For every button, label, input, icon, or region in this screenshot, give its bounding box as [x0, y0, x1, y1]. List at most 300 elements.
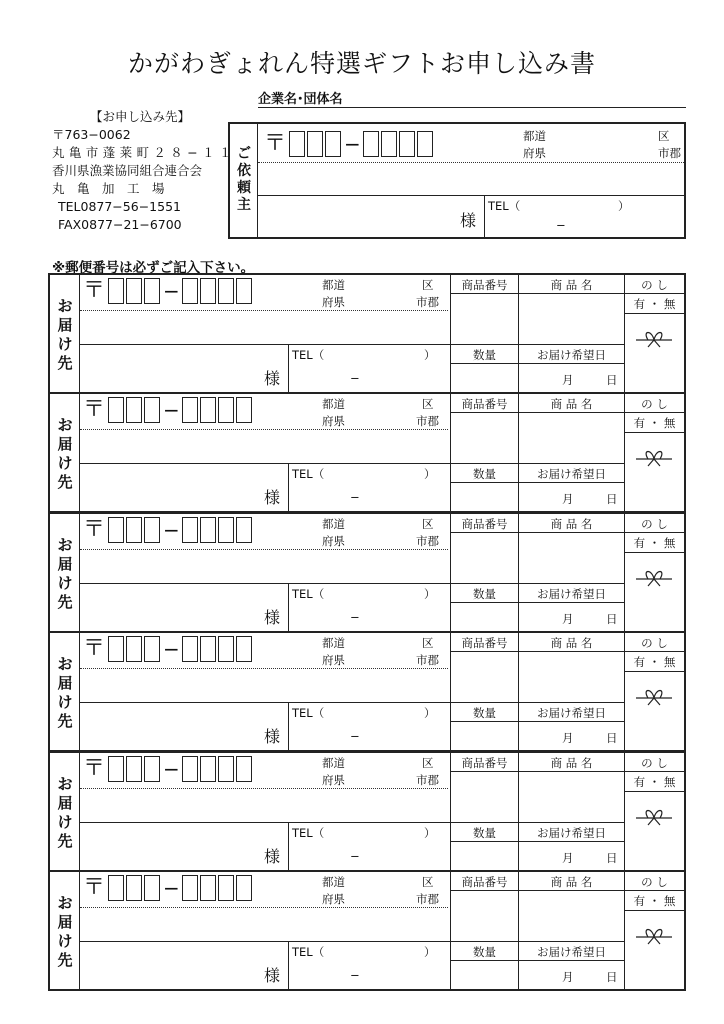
zip-digit-box[interactable] — [236, 875, 252, 901]
zip-digit-box[interactable] — [144, 756, 160, 782]
address-dotted-line — [80, 549, 448, 550]
company-name-underline — [258, 107, 686, 108]
delivery-address-field[interactable] — [82, 432, 446, 460]
noshi-label: の し — [641, 517, 668, 531]
product-header-line — [450, 293, 684, 294]
noshi-options[interactable]: 有 ・ 無 — [633, 775, 676, 789]
delivery-tel-close: ） — [424, 587, 436, 601]
delivery-tel-dash: − — [350, 729, 360, 743]
zip-digit-box[interactable] — [289, 131, 305, 157]
delivery-block — [48, 273, 686, 394]
delivery-row-divider — [80, 702, 450, 703]
zip-digit-box[interactable] — [182, 756, 198, 782]
zip-digit-box[interactable] — [108, 517, 124, 543]
zip-digit-box[interactable] — [218, 517, 234, 543]
desired-date-field[interactable] — [520, 365, 622, 390]
noshi-knot-icon — [636, 447, 672, 467]
quantity-label: 数量 — [473, 348, 496, 362]
prefecture-label-line1: 都道 — [322, 278, 345, 292]
day-label: 日 — [606, 970, 618, 984]
zip-digit-box[interactable] — [236, 756, 252, 782]
delivery-postal-code[interactable] — [83, 756, 254, 782]
delivery-honorific: 様 — [264, 608, 281, 627]
postal-mark-icon: 〒 — [264, 131, 287, 156]
quantity-field[interactable] — [452, 723, 516, 748]
desired-date-field[interactable] — [520, 484, 622, 509]
delivery-tel-divider — [288, 463, 289, 511]
qty-top-line — [450, 583, 624, 584]
zip-dash: − — [344, 132, 361, 156]
destination-tel: TEL0877−56−1551 — [58, 199, 181, 214]
prefecture-label-line2: 府県 — [322, 892, 345, 906]
delivery-block — [48, 751, 686, 872]
requester-name-field[interactable] — [260, 198, 480, 236]
zip-digit-box[interactable] — [236, 397, 252, 423]
address-dotted-line — [80, 788, 448, 789]
requester-postal-code[interactable] — [264, 131, 435, 157]
product-name-field[interactable] — [520, 773, 622, 821]
product-name-label: 商 品 名 — [550, 278, 593, 292]
noshi-knot-icon — [636, 686, 672, 706]
noshi-label: の し — [641, 278, 668, 292]
delivery-tel-close: ） — [424, 467, 436, 481]
delivery-row-divider — [80, 941, 450, 942]
delivery-side-label: お 届 け 先 — [57, 416, 73, 491]
product-name-field[interactable] — [520, 653, 622, 701]
zip-digit-box[interactable] — [108, 397, 124, 423]
delivery-tel-dash: − — [350, 849, 360, 863]
delivery-name-field[interactable] — [82, 825, 282, 867]
product-number-label: 商品番号 — [461, 875, 508, 889]
delivery-postal-code[interactable] — [83, 875, 254, 901]
product-number-label: 商品番号 — [461, 636, 508, 650]
delivery-name-field[interactable] — [82, 466, 282, 508]
zip-digit-box[interactable] — [218, 636, 234, 662]
delivery-tel-divider — [288, 702, 289, 750]
delivery-block — [48, 512, 686, 633]
zip-digit-box[interactable] — [182, 397, 198, 423]
postal-mark-icon: 〒 — [83, 636, 106, 661]
delivery-tel-field[interactable] — [318, 466, 448, 508]
delivery-name-field[interactable] — [82, 944, 282, 986]
desired-date-field[interactable] — [520, 604, 622, 629]
delivery-honorific: 様 — [264, 488, 281, 507]
product-header-line — [450, 651, 684, 652]
requester-tel-divider — [484, 195, 485, 237]
zip-dash: − — [163, 279, 180, 303]
ward-label-line1: 区 — [422, 517, 434, 531]
prefecture-label-line1: 都道 — [322, 756, 345, 770]
delivery-side-divider — [79, 275, 80, 392]
form-title: かがわぎょれん特選ギフトお申し込み書 — [127, 49, 596, 78]
address-dotted-line — [80, 907, 448, 908]
zip-digit-box[interactable] — [182, 875, 198, 901]
delivery-tel-divider — [288, 941, 289, 989]
quantity-label: 数量 — [473, 467, 496, 481]
month-label: 月 — [562, 612, 574, 626]
quantity-field[interactable] — [452, 604, 516, 629]
delivery-name-field[interactable] — [82, 347, 282, 389]
desired-date-field[interactable] — [520, 962, 622, 987]
delivery-address-field[interactable] — [82, 910, 446, 938]
delivery-postal-code[interactable] — [83, 397, 254, 423]
application-destination-header: 【お申し込み先】 — [90, 109, 191, 124]
desired-date-label: お届け希望日 — [537, 467, 606, 481]
quantity-label: 数量 — [473, 587, 496, 601]
product-name-label: 商 品 名 — [550, 756, 593, 770]
prefecture-label-line1: 都道 — [322, 875, 345, 889]
application-destination — [52, 108, 236, 234]
zip-digit-box[interactable] — [218, 875, 234, 901]
product-header-line — [450, 771, 684, 772]
zip-digit-box[interactable] — [200, 875, 216, 901]
quantity-label: 数量 — [473, 945, 496, 959]
ward-label-line1: 区 — [422, 756, 434, 770]
zip-digit-box[interactable] — [126, 875, 142, 901]
ward-label-line2: 市郡 — [416, 534, 439, 548]
delivery-name-field[interactable] — [82, 586, 282, 628]
zip-digit-box[interactable] — [144, 517, 160, 543]
product-name-field[interactable] — [520, 892, 622, 940]
delivery-honorific: 様 — [264, 847, 281, 866]
delivery-tel-divider — [288, 583, 289, 631]
product-name-field[interactable] — [520, 414, 622, 462]
requester-tel-close: ） — [618, 199, 630, 213]
delivery-tel-label: TEL（ — [292, 945, 325, 959]
desired-date-field[interactable] — [520, 723, 622, 748]
delivery-tel-dash: − — [350, 371, 360, 385]
desired-date-field[interactable] — [520, 843, 622, 868]
zip-digit-box[interactable] — [218, 397, 234, 423]
zip-digit-box[interactable] — [108, 756, 124, 782]
delivery-side-label: お 届 け 先 — [57, 655, 73, 730]
month-label: 月 — [562, 373, 574, 387]
delivery-name-field[interactable] — [82, 705, 282, 747]
zip-digit-box[interactable] — [144, 636, 160, 662]
zip-digit-box[interactable] — [144, 397, 160, 423]
zip-dash: − — [163, 876, 180, 900]
qty-top-line — [450, 463, 624, 464]
noshi-knot-icon — [636, 567, 672, 587]
prefecture-label-line2: 府県 — [322, 653, 345, 667]
product-number-field[interactable] — [452, 892, 516, 940]
delivery-side-divider — [79, 753, 80, 870]
delivery-side-divider — [79, 394, 80, 511]
zip-digit-box[interactable] — [126, 756, 142, 782]
noshi-options-line — [624, 791, 684, 792]
delivery-row-divider — [80, 463, 450, 464]
zip-digit-box[interactable] — [200, 636, 216, 662]
postal-mark-icon: 〒 — [83, 397, 106, 422]
prefecture-label-line2: 府県 — [322, 773, 345, 787]
delivery-tel-close: ） — [424, 826, 436, 840]
requester-address-field[interactable] — [260, 166, 682, 192]
destination-address: 丸亀市蓬莱町２８−１１ — [52, 145, 236, 160]
noshi-label: の し — [641, 636, 668, 650]
product-number-field[interactable] — [452, 295, 516, 343]
zip-dash: − — [163, 398, 180, 422]
noshi-knot-icon — [636, 328, 672, 348]
ward-label-line2: 市郡 — [416, 773, 439, 787]
prefecture-label-line1: 都道 — [322, 636, 345, 650]
ward-label-line1: 区 — [658, 129, 670, 143]
zip-digit-box[interactable] — [236, 636, 252, 662]
delivery-honorific: 様 — [264, 727, 281, 746]
zip-digit-box[interactable] — [417, 131, 433, 157]
delivery-address-field[interactable] — [82, 671, 446, 699]
qty-top-line — [450, 344, 624, 345]
product-name-label: 商 品 名 — [550, 636, 593, 650]
destination-postal-code: 〒763−0062 — [52, 127, 131, 142]
delivery-block — [48, 870, 686, 991]
zip-digit-box[interactable] — [325, 131, 341, 157]
requester-row-divider — [258, 195, 684, 196]
postal-mark-icon: 〒 — [83, 517, 106, 542]
product-number-label: 商品番号 — [461, 517, 508, 531]
delivery-tel-dash: − — [350, 490, 360, 504]
zip-dash: − — [163, 637, 180, 661]
desired-date-label: お届け希望日 — [537, 706, 606, 720]
product-name-label: 商 品 名 — [550, 875, 593, 889]
zip-digit-box[interactable] — [200, 756, 216, 782]
desired-date-label: お届け希望日 — [537, 348, 606, 362]
zip-digit-box[interactable] — [381, 131, 397, 157]
delivery-row-divider — [80, 822, 450, 823]
delivery-postal-code[interactable] — [83, 517, 254, 543]
zip-digit-box[interactable] — [363, 131, 379, 157]
zip-digit-box[interactable] — [200, 278, 216, 304]
noshi-options-line — [624, 552, 684, 553]
qty-header-line — [450, 841, 624, 842]
product-name-field[interactable] — [520, 534, 622, 582]
product-name-label: 商 品 名 — [550, 397, 593, 411]
zip-digit-box[interactable] — [144, 278, 160, 304]
delivery-side-label: お 届 け 先 — [57, 775, 73, 850]
delivery-tel-label: TEL（ — [292, 826, 325, 840]
noshi-label: の し — [641, 397, 668, 411]
month-label: 月 — [562, 731, 574, 745]
delivery-tel-close: ） — [424, 945, 436, 959]
delivery-postal-code[interactable] — [83, 278, 254, 304]
month-label: 月 — [562, 970, 574, 984]
delivery-address-field[interactable] — [82, 552, 446, 580]
noshi-label: の し — [641, 756, 668, 770]
ward-label-line2: 市郡 — [416, 653, 439, 667]
delivery-honorific: 様 — [264, 966, 281, 985]
delivery-side-label: お 届 け 先 — [57, 894, 73, 969]
zip-dash: − — [163, 518, 180, 542]
postal-mark-icon: 〒 — [83, 875, 106, 900]
quantity-label: 数量 — [473, 826, 496, 840]
quantity-field[interactable] — [452, 365, 516, 390]
postal-code-notice: ※郵便番号は必ずご記入下さい。 — [52, 260, 255, 276]
delivery-tel-field[interactable] — [318, 944, 448, 986]
requester-box — [228, 122, 686, 239]
requester-honorific: 様 — [460, 211, 477, 230]
delivery-row-divider — [80, 344, 450, 345]
day-label: 日 — [606, 492, 618, 506]
ward-label-line2: 市郡 — [416, 295, 439, 309]
zip-digit-box[interactable] — [182, 278, 198, 304]
product-number-field[interactable] — [452, 534, 516, 582]
delivery-address-field[interactable] — [82, 313, 446, 341]
qty-top-line — [450, 822, 624, 823]
product-number-label: 商品番号 — [461, 756, 508, 770]
requester-tel-field[interactable] — [520, 198, 680, 236]
delivery-block — [48, 631, 686, 752]
product-header-line — [450, 890, 684, 891]
delivery-address-field[interactable] — [82, 791, 446, 819]
product-header-line — [450, 532, 684, 533]
delivery-tel-label: TEL（ — [292, 706, 325, 720]
product-number-field[interactable] — [452, 653, 516, 701]
zip-digit-box[interactable] — [399, 131, 415, 157]
zip-digit-box[interactable] — [182, 636, 198, 662]
delivery-tel-field[interactable] — [318, 705, 448, 747]
product-number-field[interactable] — [452, 414, 516, 462]
delivery-tel-label: TEL（ — [292, 348, 325, 362]
ward-label-line1: 区 — [422, 636, 434, 650]
requester-side-label: ご 依 頼 主 — [237, 146, 251, 213]
delivery-tel-dash: − — [350, 968, 360, 982]
address-dotted-line — [80, 310, 448, 311]
noshi-knot-icon — [636, 925, 672, 945]
product-name-field[interactable] — [520, 295, 622, 343]
delivery-row-divider — [80, 583, 450, 584]
zip-digit-box[interactable] — [200, 397, 216, 423]
ward-label-line2: 市郡 — [416, 414, 439, 428]
zip-digit-box[interactable] — [200, 517, 216, 543]
zip-digit-box[interactable] — [108, 636, 124, 662]
qty-top-line — [450, 941, 624, 942]
product-number-field[interactable] — [452, 773, 516, 821]
product-header-line — [450, 412, 684, 413]
noshi-options[interactable]: 有 ・ 無 — [633, 536, 676, 550]
noshi-options-line — [624, 910, 684, 911]
delivery-tel-field[interactable] — [318, 825, 448, 867]
qty-header-line — [450, 960, 624, 961]
qty-header-line — [450, 721, 624, 722]
month-label: 月 — [562, 492, 574, 506]
zip-digit-box[interactable] — [126, 517, 142, 543]
day-label: 日 — [606, 612, 618, 626]
desired-date-label: お届け希望日 — [537, 826, 606, 840]
zip-digit-box[interactable] — [218, 756, 234, 782]
company-name-label: 企業名･団体名 — [258, 92, 343, 107]
zip-digit-box[interactable] — [108, 278, 124, 304]
delivery-tel-label: TEL（ — [292, 587, 325, 601]
ward-label-line2: 市郡 — [416, 892, 439, 906]
prefecture-label-line1: 都道 — [322, 397, 345, 411]
address-dotted-line — [80, 668, 448, 669]
ward-label-line1: 区 — [422, 875, 434, 889]
quantity-field[interactable] — [452, 962, 516, 987]
product-name-label: 商 品 名 — [550, 517, 593, 531]
zip-digit-box[interactable] — [144, 875, 160, 901]
delivery-side-divider — [79, 514, 80, 631]
ward-label-line2: 市郡 — [658, 146, 681, 160]
noshi-options-line — [624, 313, 684, 314]
qty-header-line — [450, 363, 624, 364]
quantity-label: 数量 — [473, 706, 496, 720]
delivery-side-divider — [79, 872, 80, 989]
delivery-postal-code[interactable] — [83, 636, 254, 662]
zip-digit-box[interactable] — [126, 397, 142, 423]
requester-side-divider — [257, 124, 258, 237]
delivery-tel-label: TEL（ — [292, 467, 325, 481]
qty-top-line — [450, 702, 624, 703]
delivery-tel-close: ） — [424, 348, 436, 362]
delivery-tel-close: ） — [424, 706, 436, 720]
zip-digit-box[interactable] — [236, 517, 252, 543]
noshi-options[interactable]: 有 ・ 無 — [633, 416, 676, 430]
address-dotted-line — [80, 429, 448, 430]
zip-digit-box[interactable] — [182, 517, 198, 543]
quantity-field[interactable] — [452, 843, 516, 868]
delivery-honorific: 様 — [264, 369, 281, 388]
day-label: 日 — [606, 373, 618, 387]
noshi-knot-icon — [636, 806, 672, 826]
product-number-label: 商品番号 — [461, 397, 508, 411]
day-label: 日 — [606, 731, 618, 745]
ward-label-line1: 区 — [422, 278, 434, 292]
delivery-side-divider — [79, 633, 80, 750]
delivery-list — [48, 273, 686, 993]
day-label: 日 — [606, 851, 618, 865]
quantity-field[interactable] — [452, 484, 516, 509]
zip-digit-box[interactable] — [307, 131, 323, 157]
noshi-options[interactable]: 有 ・ 無 — [633, 297, 676, 311]
postal-mark-icon: 〒 — [83, 278, 106, 303]
requester-tel-dash: − — [556, 218, 566, 232]
destination-organization: 香川県漁業協同組合連合会 — [52, 163, 203, 178]
zip-dash: − — [163, 757, 180, 781]
delivery-block — [48, 392, 686, 513]
company-name-field[interactable] — [360, 88, 680, 106]
prefecture-label-line2: 府県 — [322, 414, 345, 428]
ward-label-line1: 区 — [422, 397, 434, 411]
zip-digit-box[interactable] — [108, 875, 124, 901]
prefecture-label-line1: 都道 — [322, 517, 345, 531]
zip-digit-box[interactable] — [126, 278, 142, 304]
noshi-options[interactable]: 有 ・ 無 — [633, 655, 676, 669]
prefecture-label-line2: 府県 — [523, 146, 546, 160]
prefecture-label-line1: 都道 — [523, 129, 546, 143]
zip-digit-box[interactable] — [126, 636, 142, 662]
month-label: 月 — [562, 851, 574, 865]
zip-digit-box[interactable] — [236, 278, 252, 304]
requester-tel-label: TEL（ — [488, 199, 521, 213]
delivery-tel-field[interactable] — [318, 347, 448, 389]
desired-date-label: お届け希望日 — [537, 945, 606, 959]
delivery-tel-dash: − — [350, 610, 360, 624]
address-dotted-line — [258, 162, 684, 163]
postal-mark-icon: 〒 — [83, 756, 106, 781]
zip-digit-box[interactable] — [218, 278, 234, 304]
desired-date-label: お届け希望日 — [537, 587, 606, 601]
prefecture-label-line2: 府県 — [322, 534, 345, 548]
destination-facility: 丸 亀 加 工 場 — [52, 181, 165, 196]
prefecture-label-line2: 府県 — [322, 295, 345, 309]
noshi-label: の し — [641, 875, 668, 889]
delivery-side-label: お 届 け 先 — [57, 536, 73, 611]
delivery-side-label: お 届 け 先 — [57, 297, 73, 372]
destination-fax: FAX0877−21−6700 — [58, 217, 182, 232]
qty-header-line — [450, 602, 624, 603]
delivery-tel-divider — [288, 822, 289, 870]
delivery-tel-field[interactable] — [318, 586, 448, 628]
noshi-options[interactable]: 有 ・ 無 — [633, 894, 676, 908]
